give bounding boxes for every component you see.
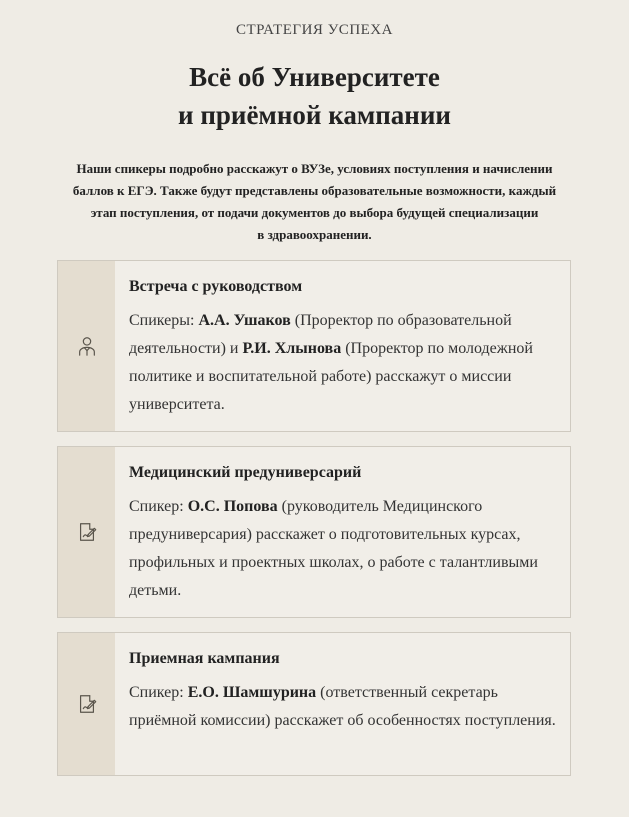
- speaker-role: (руководитель Медицинского предуниверсария) расскажет о подготовительных курсах, профильных и проектных школах, о работе с талантливыми детьми.: [129, 498, 538, 599]
- page-title: [0, 58, 629, 134]
- card-heading: Встреча с руководством: [129, 278, 303, 295]
- speaker-card-admissions: [57, 632, 571, 776]
- card-icon-column: [58, 633, 115, 775]
- speaker-name: Е.О. Шамшурина: [187, 684, 317, 701]
- speakers-prefix: Спикер:: [129, 498, 188, 515]
- speakers-prefix: Спикеры:: [129, 312, 199, 329]
- document-edit-icon: [76, 521, 98, 543]
- speaker-name: О.С. Попова: [187, 498, 278, 515]
- card-body: [115, 261, 570, 431]
- document-edit-icon: [76, 693, 98, 715]
- intro-line-2: баллов к ЕГЭ. Также будут представлены образовательные возможности, каждый: [72, 183, 557, 198]
- page-title-line-2: и приёмной кампании: [178, 100, 451, 130]
- intro-line-1: Наши спикеры подробно расскажут о ВУЗе, условиях поступления и начислении: [76, 161, 553, 176]
- speaker-name: Р.И. Хлынова: [242, 340, 342, 357]
- speaker-role: (ответственный секретарь приёмной комиссии) расскажет об особенностях поступления.: [129, 684, 556, 729]
- card-description: [129, 307, 556, 419]
- intro-line-3: этап поступления, от подачи документов до выбора будущей специализации: [90, 205, 539, 220]
- speakers-prefix: Спикер:: [129, 684, 188, 701]
- speaker-name: А.А. Ушаков: [198, 312, 291, 329]
- card-icon-column: [58, 261, 115, 431]
- speaker-role: (Проректор по образовательной деятельности) и: [129, 312, 512, 357]
- card-icon-column: [58, 447, 115, 617]
- person-icon: [76, 335, 98, 357]
- speaker-card-pre-university: [57, 446, 571, 618]
- card-description: [129, 679, 556, 735]
- card-body: [115, 633, 570, 775]
- card-description: [129, 493, 556, 605]
- intro-paragraph: [50, 158, 579, 246]
- speaker-card-leadership: [57, 260, 571, 432]
- page-title-line-1: Всё об Университете: [189, 62, 440, 92]
- speaker-role: (Проректор по молодежной политике и воспитательной работе) расскажут о миссии университета.: [129, 340, 533, 413]
- card-body: [115, 447, 570, 617]
- card-heading: Медицинский предуниверсарий: [129, 464, 362, 481]
- section-eyebrow: СТРАТЕГИЯ УСПЕХА: [236, 22, 393, 38]
- intro-line-4: в здравоохранении.: [257, 227, 372, 242]
- card-heading: Приемная кампания: [129, 650, 280, 667]
